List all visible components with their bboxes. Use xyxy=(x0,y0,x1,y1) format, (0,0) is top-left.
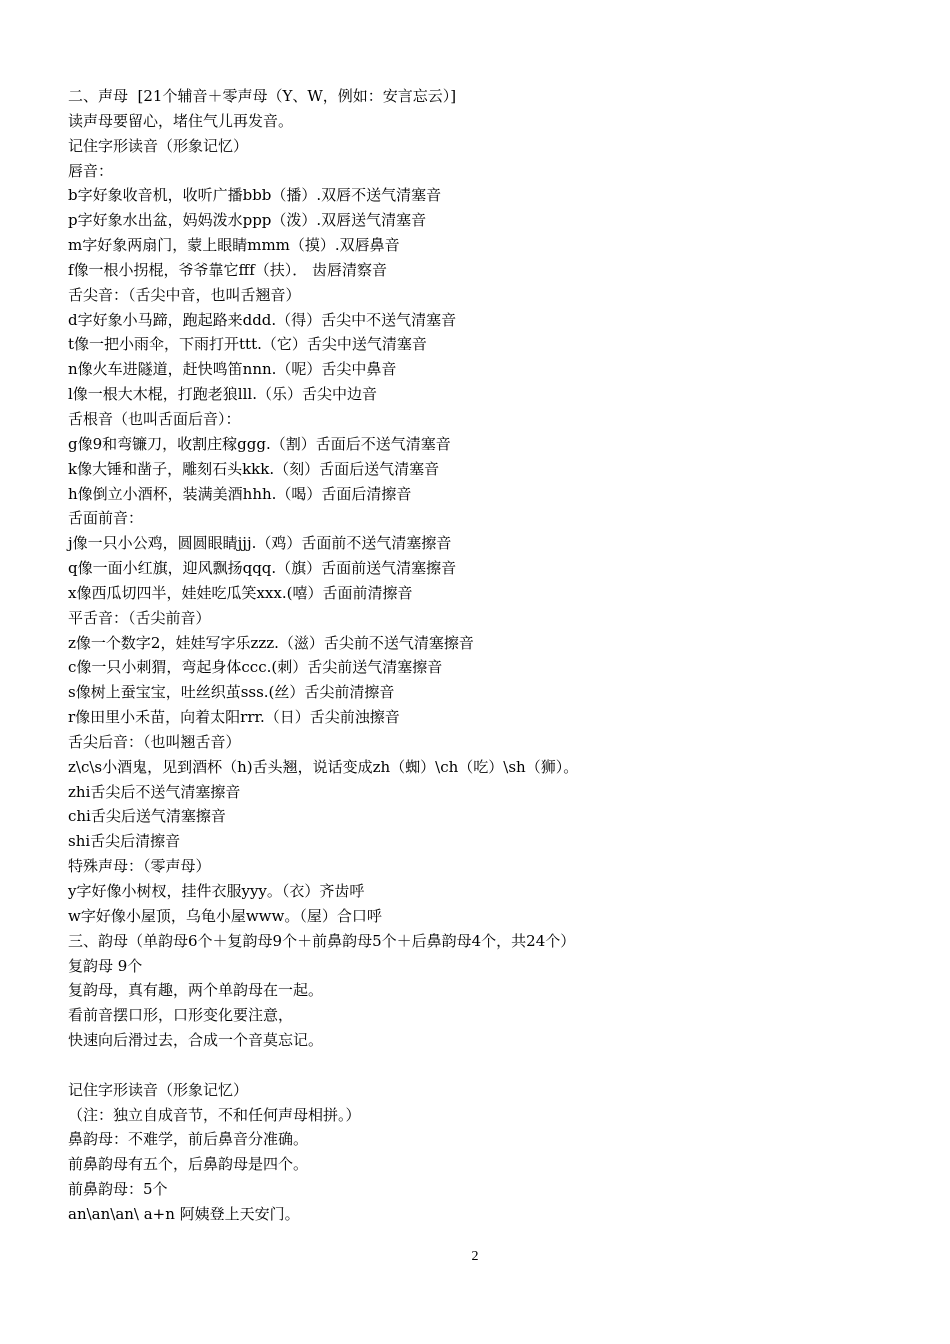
subheading-zero-initial: 特殊声母：（零声母） xyxy=(68,857,211,876)
text-line: 记住字形读音（形象记忆） xyxy=(68,136,249,155)
text-line: t像一把小雨伞，下雨打开ttt.（它）舌尖中送气清塞音 xyxy=(68,335,427,354)
text-line: zhi舌尖后不送气清塞擦音 xyxy=(68,782,241,801)
text-line: 复韵母，真有趣，两个单韵母在一起。 xyxy=(68,981,324,1000)
text-line: f像一根小拐棍，爷爷靠它fff（扶）． 齿唇清察音 xyxy=(68,260,388,279)
text-line: z\c\s小酒鬼，见到酒杯（h)舌头翘，说话变成zh（蜘）\ch（吃）\sh（狮）。 xyxy=(68,757,579,776)
text-line: y字好像小树杈，挂件衣服yyy。（衣）齐齿呼 xyxy=(68,882,365,900)
subheading-apical: 舌尖音：（舌尖中音，也叫舌翘音） xyxy=(68,285,301,304)
subheading-front-nasal-finals: 前鼻韵母：5个 xyxy=(68,1180,168,1199)
text-line: x像西瓜切四半，娃娃吃瓜笑xxx.(嘻）舌面前清擦音 xyxy=(68,583,413,602)
text-line: p字好象水出盆，妈妈泼水ppp（泼）.双唇送气清塞音 xyxy=(68,211,427,230)
subheading-velar: 舌根音（也叫舌面后音）： xyxy=(68,409,241,428)
text-line: b字好象收音机，收听广播bbb（播）.双唇不送气清塞音 xyxy=(68,186,442,205)
subheading-labial: 唇音： xyxy=(68,161,114,180)
text-line: r像田里小禾苗，向着太阳rrr.（日）舌尖前浊擦音 xyxy=(68,708,400,727)
text-line: z像一个数字2，娃娃写字乐zzz.（滋）舌尖前不送气清塞擦音 xyxy=(68,633,474,652)
text-line: m字好象两扇门，蒙上眼睛mmm（摸）.双唇鼻音 xyxy=(68,236,400,255)
text-line: n像火车进隧道，赶快鸣笛nnn.（呢）舌尖中鼻音 xyxy=(68,360,397,379)
document-body xyxy=(68,84,908,1227)
text-line: an\an\an\ a+n 阿姨登上天安门。 xyxy=(68,1204,300,1223)
text-line: 读声母要留心，堵住气儿再发音。 xyxy=(68,111,294,130)
heading-finals: 三、韵母（单韵母6个＋复韵母9个＋前鼻韵母5个＋后鼻韵母4个，共24个） xyxy=(68,931,576,950)
subheading-compound-finals: 复韵母 9个 xyxy=(68,956,143,975)
text-line: q像一面小红旗，迎风飘扬qqq.（旗）舌面前送气清塞擦音 xyxy=(68,559,457,578)
subheading-palatal: 舌面前音： xyxy=(68,509,144,528)
page-number: 2 xyxy=(471,1249,479,1264)
text-line: d字好象小马蹄，跑起路来ddd.（得）舌尖中不送气清塞音 xyxy=(68,310,457,329)
text-line: l像一根大木棍，打跑老狼lll.（乐）舌尖中边音 xyxy=(68,385,377,404)
text-line: g像9和弯镰刀，收割庄稼ggg.（割）舌面后不送气清塞音 xyxy=(68,434,451,453)
text-line: w字好像小屋顶，乌龟小屋www。（屋）合口呼 xyxy=(68,906,382,925)
text-line: s像树上蚕宝宝，吐丝织茧sss.(丝）舌尖前清擦音 xyxy=(68,683,395,702)
text-line: 前鼻韵母有五个，后鼻韵母是四个。 xyxy=(68,1155,309,1174)
text-line: j像一只小公鸡，圆圆眼睛jjj.（鸡）舌面前不送气清塞擦音 xyxy=(68,534,452,553)
text-line: h像倒立小酒杯，装满美酒hhh.（喝）舌面后清擦音 xyxy=(68,484,412,503)
text-line: k像大锤和凿子，雕刻石头kkk.（刻）舌面后送气清塞音 xyxy=(68,459,440,478)
text-line: 看前音摆口形，口形变化要注意， xyxy=(68,1006,294,1025)
heading-initials: 二、声母 [21个辅音＋零声母（Y、W，例如：安言忘云）] xyxy=(68,87,457,105)
text-line: shi舌尖后清擦音 xyxy=(68,832,181,851)
text-line: 记住字形读音（形象记忆） xyxy=(68,1080,249,1099)
text-line: 鼻韵母：不难学，前后鼻音分准确。 xyxy=(68,1130,309,1149)
text-line: （注：独立自成音节，不和任何声母相拼。） xyxy=(68,1105,361,1124)
text-line: 快速向后滑过去，合成一个音莫忘记。 xyxy=(68,1031,324,1050)
blank-line xyxy=(68,1053,908,1078)
subheading-retroflex: 舌尖后音：（也叫翘舌音） xyxy=(68,732,241,751)
subheading-flat-tongue: 平舌音：（舌尖前音） xyxy=(68,608,211,627)
text-line: chi舌尖后送气清塞擦音 xyxy=(68,807,226,826)
text-line: c像一只小刺猬，弯起身体ccc.(刺）舌尖前送气清塞擦音 xyxy=(68,658,443,677)
